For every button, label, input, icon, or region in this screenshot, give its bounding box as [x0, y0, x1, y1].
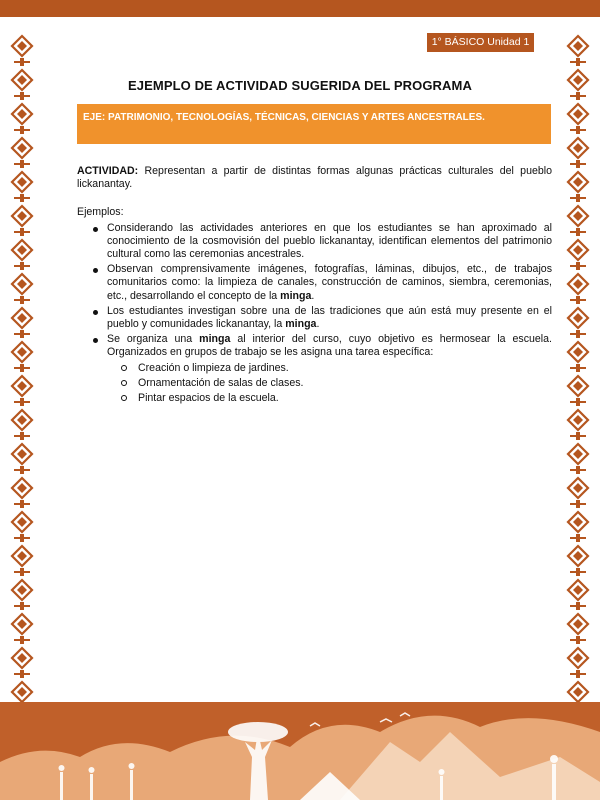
ornamental-border-right	[566, 34, 590, 719]
ornamental-border-left	[10, 34, 34, 719]
bullet-icon	[93, 310, 98, 315]
list-item: Observan comprensivamente imágenes, fotografías, láminas, dibujos, etc., de trabajos comunitarios como: la limpieza de canales, construcción de caminos, siembra, ceremonias, etc., desarrollando el concepto de la minga.	[77, 263, 552, 303]
sub-list-item: Creación o limpieza de jardines.	[107, 362, 552, 375]
sub-list-item: Ornamentación de salas de clases.	[107, 377, 552, 390]
activity-paragraph	[77, 165, 552, 191]
document-body	[77, 165, 552, 407]
footer-landscape-illustration	[0, 702, 600, 800]
bullet-icon	[93, 268, 98, 273]
list-item: Considerando las actividades anteriores en que los estudiantes se han aproximado al conocimiento de la cosmovisión del pueblo lickanantay, identifican elementos del patrimonio cultural como las ceremonias ancestrales.	[77, 222, 552, 262]
bullet-icon	[93, 227, 98, 232]
top-band	[0, 0, 600, 17]
examples-heading: Ejemplos:	[77, 206, 124, 219]
activity-text: Representan a partir de distintas formas algunas prácticas culturales del pueblo lickanantay.	[77, 165, 552, 191]
axis-banner	[77, 104, 551, 144]
axis-label: EJE: PATRIMONIO, TECNOLOGÍAS, TÉCNICAS, CIENCIAS Y ARTES ANCESTRALES.	[83, 112, 485, 123]
circle-bullet-icon	[121, 395, 127, 401]
circle-bullet-icon	[121, 365, 127, 371]
task-sublist	[107, 362, 552, 406]
list-item: Se organiza una minga al interior del curso, cuyo objetivo es hermosear la escuela. Organizados en grupos de trabajo se les asigna una tarea específica: Creación o limpieza de jardines. Ornamentación de salas de clases. Pintar espacios de la escuela.	[77, 333, 552, 405]
list-item: Los estudiantes investigan sobre una de las tradiciones que aún está muy presente en el pueblo y comunidades lickanantay, la minga.	[77, 305, 552, 331]
activity-label: ACTIVIDAD:	[77, 165, 139, 177]
examples-list	[77, 222, 552, 406]
sub-list-item: Pintar espacios de la escuela.	[107, 392, 552, 405]
unit-badge: 1° BÁSICO Unidad 1	[427, 33, 534, 52]
bullet-icon	[93, 338, 98, 343]
circle-bullet-icon	[121, 380, 127, 386]
page-title: EJEMPLO DE ACTIVIDAD SUGERIDA DEL PROGRAMA	[128, 78, 472, 93]
